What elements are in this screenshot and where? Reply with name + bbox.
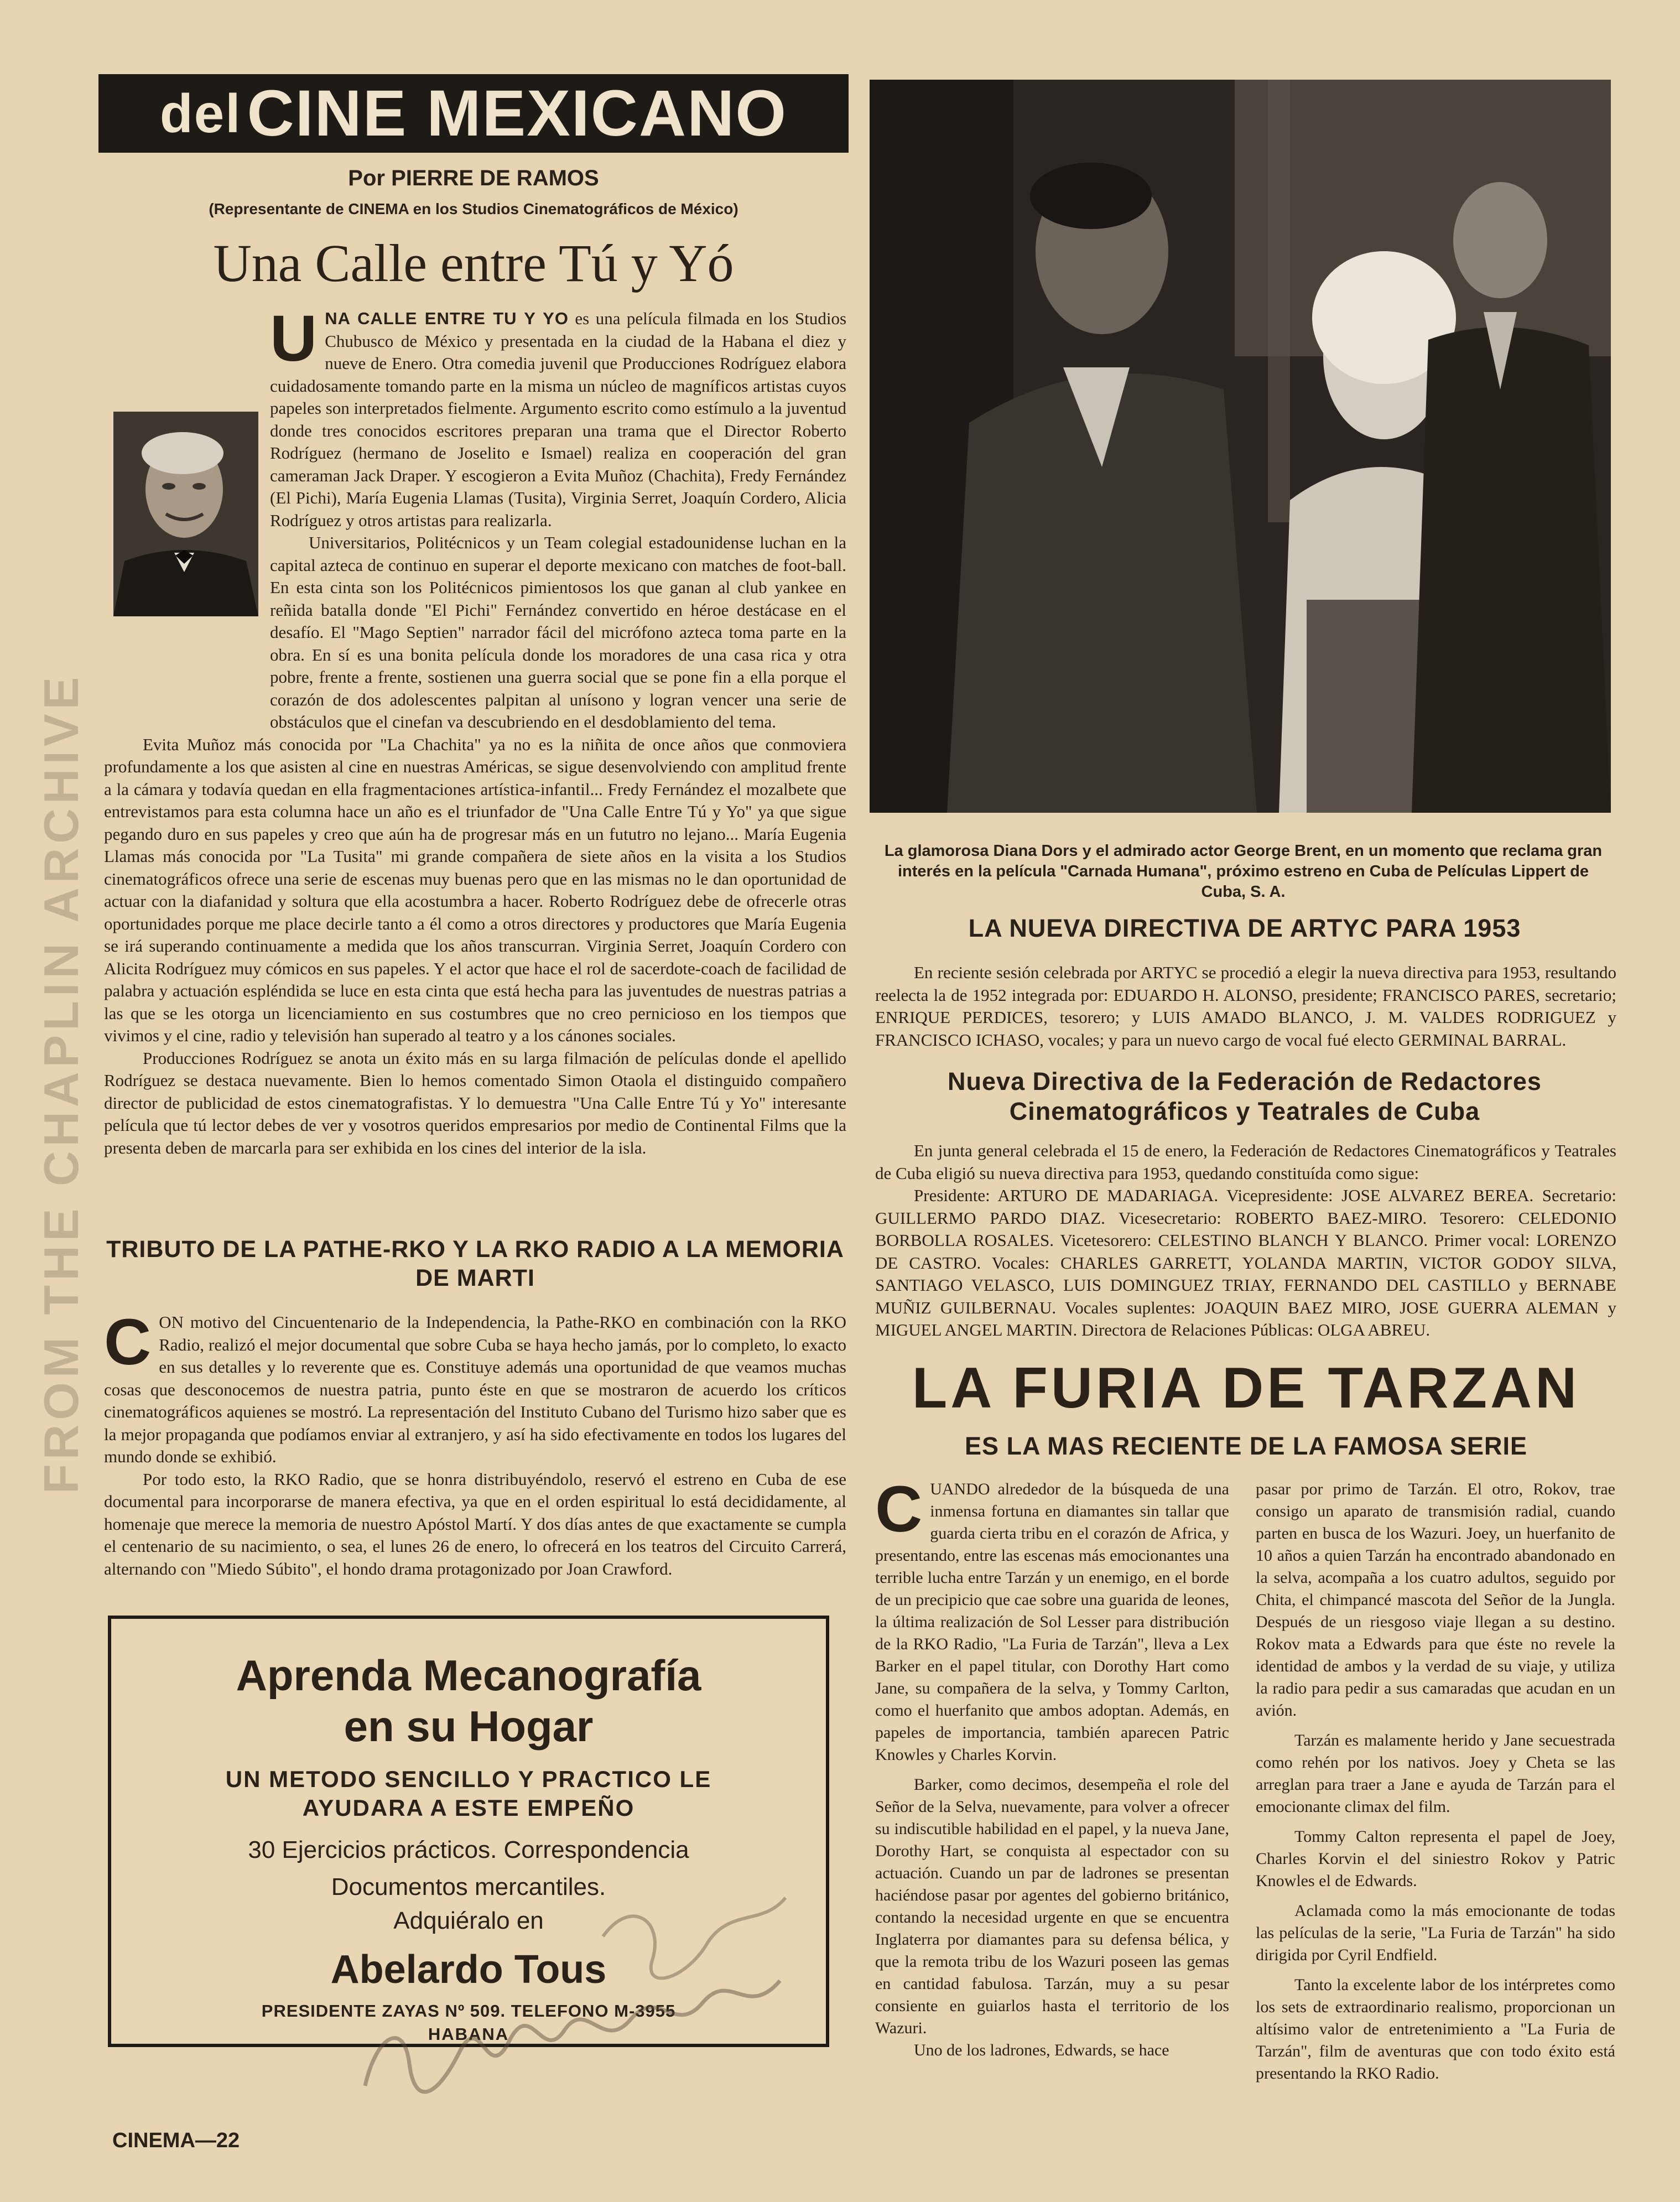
article5-subtitle: ES LA MAS RECIENTE DE LA FAMOSA SERIE xyxy=(964,1432,1528,1460)
article4-title-line2: Cinematográficos y Teatrales de Cuba xyxy=(1009,1097,1480,1125)
masthead xyxy=(98,74,849,153)
page-footer: CINEMA—22 xyxy=(112,2129,240,2152)
movie-still-illustration xyxy=(870,80,1611,813)
photo-caption: La glamorosa Diana Dors y el admirado actor George Brent, en un momento que reclama gran interés en la película "Carnada Humana", próximo estreno en Cuba de Películas Lippert de Cuba, S. A. xyxy=(884,842,1603,901)
article3-title: LA NUEVA DIRECTIVA DE ARTYC PARA 1953 xyxy=(968,914,1521,942)
article5-column1 xyxy=(875,1473,1229,2061)
archive-watermark: FROM THE CHAPLIN ARCHIVE xyxy=(34,672,89,1494)
ad-headline-1: Aprenda Mecanografía xyxy=(236,1651,701,1700)
ad-line-exercises: 30 Ejercicios prácticos. Correspondencia xyxy=(248,1836,689,1863)
article5-c1p2: Barker, como decimos, desempeña el role del Señor de la Selva, nuevamente, para volver a ofrecer su indiscutible habilidad en el papel, y la nueva Jane, Dorothy Hart, se conquista al espectador con su actuación. Cuando un par de ladrones se presentan haciéndose pasar por agentes del gobierno británico, contando la necesidad urgente en que se encuentra Inglaterra por diamantes para su defensa bélica, y que la remota tribu de los Wazuri poseen las gemas en cantidad fabulosa. Tarzán, muy a su pesar consiente en guiarlos hasta el territorio de los Wazuri. xyxy=(875,1775,1229,2037)
article1-p4: Producciones Rodríguez se anota un éxito más en su larga filmación de películas donde el apellido Rodríguez se destaca nuevamente. Bien lo hemos comentado Simon Otaola el distinguido compañero director de publicidad de estos cinematografistas. Y lo demuestra "Una Calle Entre Tú y Yo" interesante película que tú lector debes de ver y vosotros queridos empresarios por medio de Continental Films que la presenta deben de marcarla para ser exhibida en los cines del interior de la isla. xyxy=(104,1048,846,1157)
ad-subhead-2: AYUDARA A ESTE EMPEÑO xyxy=(302,1795,635,1821)
masthead-title: CINE MEXICANO xyxy=(247,77,788,150)
article5-c2p5: Tanto la excelente labor de los intérpretes como los sets de extraordinario realismo, proporcionan un altísimo valor de entretenimiento a "La Furia de Tarzán", film de aventuras que con todo éxito está presentando la RKO Radio. xyxy=(1256,1976,1615,2082)
article1-p3: Evita Muñoz más conocida por "La Chachita" ya no es la niñita de once años que conmoviera profundamente a los que asisten al cine en nuestras Américas, se sigue desenvolviendo con amplitud frente a la cámara y todavía quedan en ella fragmentaciones artística-infantil... Fredy Fernández el mozalbete que entrevistamos para esta columna hace un año es el triunfador de "Una Calle Entre Tú y Yo" ya que sigue pegando duro en sus papeles y creo que aún ha de progresar más en un fututro no lejano... María Eugenia Llamas más conocida por "La Tusita" mi grande compañera de siete años en la visita a los Studios cinematográficos ofrece una serie de escenas muy buenas pero que en las mismas no le dan oportunidad de actuar con la diafanidad y soltura que ella acostumbra a hacer. Roberto Rodríguez debe de ofrecerle otras oportunidades porque me place decirle tanto a él como a otros directores y productores que María Eugenia se irá superando continuamente a medida que los años transcurran. Virginia Serret, Joaquín Cordero con Alicita Rodríguez muy cómicos en sus papeles. Y el actor que hace el rol de sacerdote-coach de facilidad de palabra y actuación espléndida se luce en esta cinta que está hecha para las juventudes de nuestras patrias a las que se les otorga un licenciamiento en sus costumbres que no creo pernicioso en los tiempos que vivimos y el cine, radio y televisión han superado al teatro y a los cánones sociales. xyxy=(104,734,846,1045)
article-title-una-calle: Una Calle entre Tú y Yó xyxy=(213,233,734,293)
article1-body xyxy=(104,302,847,1159)
article4-p2: Presidente: ARTURO DE MADARIAGA. Vicepresidente: JOSE ALVAREZ BEREA. Secretario: GUILLERMO PARDO DIAZ. Vicesecretario: ROBERTO BAEZ-MIRO. Tesorero: CELEDONIO BORBOLLA ROSALES. Vicetesorero: CELESTINO BLANCH Y BLANCO. Primer vocal: LORENZO DE CASTRO. Vocales: CHARLES GARRETT, YOLANDA MARTIN, VICTOR GODOY SILVA, SANTIAGO VELASCO, LUIS DOMINGUEZ TRIAY, FERNANDO DEL CASTILLO y BERNABE MUÑIZ GUILBERNAU. Vocales suplentes: JOAQUIN BAEZ MIRO, JOSE GUERRA ALEMAN y MIGUEL ANGEL MARTIN. Directora de Relaciones Públicas: OLGA ABREU. xyxy=(875,1186,1616,1339)
article4-title-line1: Nueva Directiva de la Federación de Redactores xyxy=(948,1067,1542,1095)
article5-title: LA FURIA DE TARZAN xyxy=(912,1356,1580,1420)
article5-c2p2: Tarzán es malamente herido y Jane secuestrada como rehén por los nativos. Joey y Cheta se las arreglan para traer a Jane e ayuda de Tarzán para el emocionante climax del film. xyxy=(1256,1731,1615,1816)
ad-line-acquire: Adquiéralo en xyxy=(393,1907,544,1934)
article2-p2: Por todo esto, la RKO Radio, que se honra distribuyéndolo, reservó el estreno en Cuba de ese documental para incorporarse de manera efectiva, ya que en el orden espiritual lo está decididamente, al homenaje que merece la memoria de nuestro Apóstol Martí. Y dos días antes de que exactamente se cumpla el centenario de su nacimiento, o sea, el lunes 26 de enero, lo ofrecerá en los teatros del Circuito Carrerá, alternando con "Miedo Súbito", el hondo drama protagonizado por Joan Crawford. xyxy=(104,1469,846,1578)
ad-address: PRESIDENTE ZAYAS Nº 509. TELEFONO M-3955 xyxy=(261,2001,676,2021)
article2-p1: ON motivo del Cincuentenario de la Independencia, la Pathe-RKO en combinación con la RKO Radio, realizó el mejor documental que sobre Cuba se haya hecho jamás, por lo completo, lo exacto en sus detalles y lo reverente que es. Constituye además una oportunidad de que veamos muchas cosas que desconocemos de nuestra patria, punto éste en que se mostraron de acuerdo los críticos cinematográficos aquienes se mostró. La representación del Instituto Cubano del Turismo hizo saber que es la mejor propaganda que podíamos enviar al extranjero, y así ha sido efectivamente en todos los lugares del mundo donde se exhibió. xyxy=(104,1312,846,1466)
byline-subtitle: (Representante de CINEMA en los Studios Cinematográficos de México) xyxy=(209,200,738,217)
article2-title: TRIBUTO DE LA PATHE-RKO Y LA RKO RADIO A LA MEMORIA DE MARTI xyxy=(106,1236,844,1291)
article5-c2p4: Aclamada como la más emocionante de todas las películas de la serie, "La Furia de Tarzán" ha sido dirigida por Cyril Endfield. xyxy=(1256,1902,1615,1964)
article1-lead-caps: NA CALLE ENTRE TU Y YO xyxy=(325,309,569,328)
ad-vendor-name: Abelardo Tous xyxy=(330,1947,607,1992)
article1-p1: es una película filmada en los Studios Chubusco de México y presentada en la ciudad de la Habana el diez y nueve de Enero. Otra comedia juvenil que Producciones Rodríguez elabora cuidadosamente tomando parte en la misma un núcleo de magníficos artistas cuyos papeles son interpretados fielmente. Argumento escrito como estímulo a la juventud donde tres conocidos escritores preparan una trama que el Director Roberto Rodríguez (hermano de Joselito e Ismael) realiza en cooperación del gran cameraman Jack Draper. Y escogieron a Evita Muñoz (Chachita), Fredy Fernández (El Pichi), María Eugenia Llamas (Tusita), Virginia Serret, Joaquín Cordero, Alicia Rodríguez y otros artistas para realizarla. xyxy=(270,309,847,530)
article5-c2p1: pasar por primo de Tarzán. El otro, Rokov, trae consigo un aparato de transmisión radial, cuando parten en busca de los Wazuri. Joey, un huerfanito de 10 años a quien Tarzán ha encontrado abandonado en la selva, acompaña a los cuatro adultos, seguido por Chita, el chimpancé mascota del Señor de la Jungla. Después de un riesgoso viaje llegan a su destino. Rokov mata a Edwards para que éste no revele la identidad de ambos y la verdad de su viaje, y utiliza la radio para pedir a sus camaradas que acudan en un avión. xyxy=(1256,1480,1615,1720)
article3-body: En reciente sesión celebrada por ARTYC se procedió a elegir la nueva directiva para 1953, resultando reelecta la de 1952 integrada por: EDUARDO H. ALONSO, presidente; FRANCISCO PARES, secretario; ENRIQUE PERDICES, tesorero; y LUIS AMADO BLANCO, J. M. VALDES RODRIGUEZ y FRANCISCO ICHASO, vocales; y para un nuevo cargo de vocal fué electo GERMINAL BARRAL. xyxy=(875,963,1616,1050)
article4-title xyxy=(874,1067,1615,1126)
ad-subhead-1: UN METODO SENCILLO Y PRACTICO LE xyxy=(225,1766,712,1792)
article5-column2 xyxy=(1256,1478,1615,2085)
article5-c2p3: Tommy Calton representa el papel de Joey, Charles Korvin el del siniestro Rokov y Patric Knowles el de Edwards. xyxy=(1256,1827,1615,1890)
movie-still-photo xyxy=(870,80,1611,813)
ad-line-documents: Documentos mercantiles. xyxy=(331,1873,606,1900)
masthead-prefix: del xyxy=(159,82,242,144)
article5-c1p3: Uno de los ladrones, Edwards, se hace xyxy=(914,2041,1169,2059)
ad-city: HABANA xyxy=(428,2024,509,2044)
article1-dropcap: U xyxy=(270,302,318,375)
article2-body xyxy=(104,1306,846,1580)
byline: Por PIERRE DE RAMOS xyxy=(348,166,599,190)
article1-p2: Universitarios, Politécnicos y un Team colegial estadounidense luchan en la capital azteca de continuo en superar el deporte mexicano con matches de foot-ball. En esta cinta son los Politécnicos pimientosos los que ganan al club yankee en reñida batalla donde "El Pichi" Fernández convertido en héroe destácase en el desafío. El "Mago Septien" narrador fácil del micrófono azteca toma parte en la obra. En sí es una bonita película donde los moradores de una casa rica y otra pobre, frente a frente, sostienen una guerra social que se pone fin a ella porque el corazón de dos adolescentes palpitan al unísono y logran vencer una serie de obstáculos que el cinefan va descubriendo en el desdoblamiento del tema. xyxy=(270,533,846,731)
article4-p1: En junta general celebrada el 15 de enero, la Federación de Redactores Cinematográficos y Teatrales de Cuba eligió su nueva directiva para 1953, quedando constituída como sigue: xyxy=(875,1141,1616,1183)
ad-headline-2: en su Hogar xyxy=(344,1702,594,1751)
article5-c1p1: UANDO alrededor de la búsqueda de una inmensa fortuna en diamantes sin tallar que guarda cierta tribu en el corazón de Africa, y presentando, entre las escenas más emocionantes una terrible lucha entre Tarzán y un enemigo, en el borde de un precipicio que cae sobre una guarida de leones, la última realización de Sol Lesser para distribución de la RKO Radio, "La Furia de Tarzán", lleva a Lex Barker en el papel titular, con Dorothy Hart como Jane, su compañera de la selva, y Tommy Carlton, como el huerfanito que ambos adoptan. Además, en papeles de importancia, también aparecen Patric Knowles y Charles Korvin. xyxy=(875,1480,1229,1764)
article5-dropcap: C xyxy=(875,1473,923,1546)
signature-mark xyxy=(343,1853,819,2108)
article4-body xyxy=(875,1140,1616,1342)
article2-dropcap: C xyxy=(104,1306,152,1379)
